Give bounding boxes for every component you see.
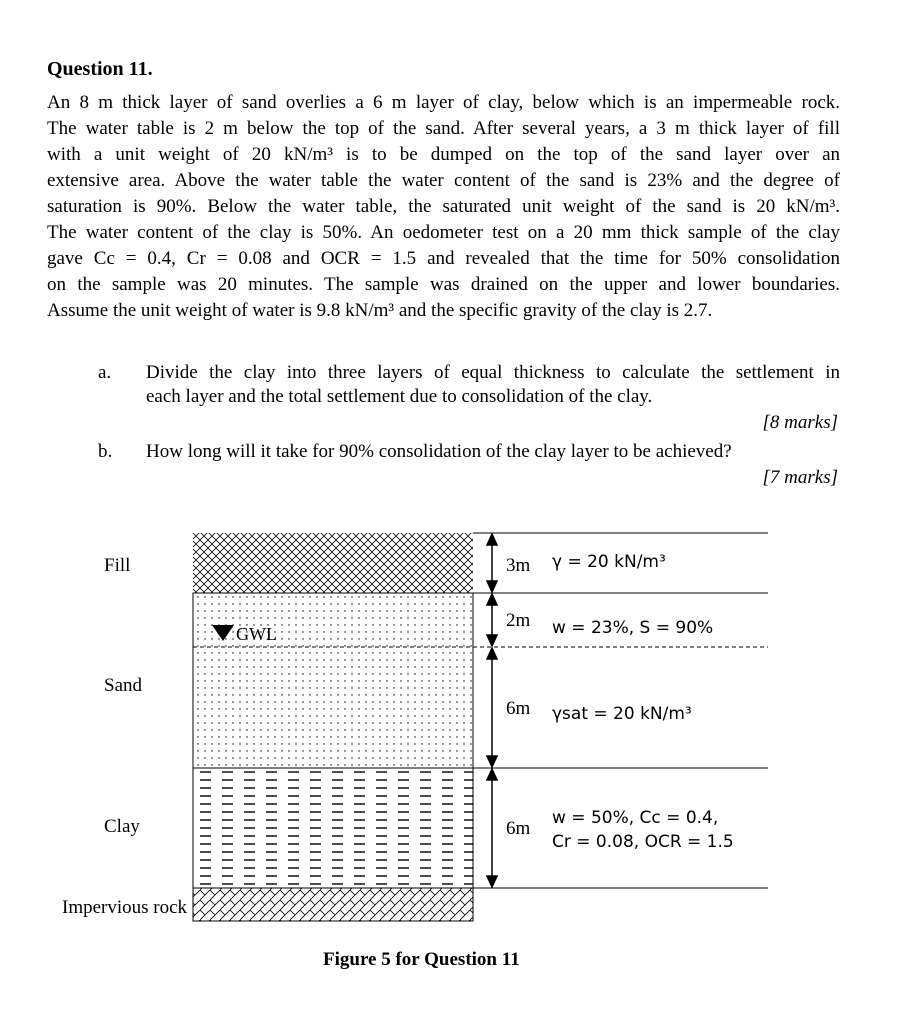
paragraph-line: saturation is 90%. Below the water table, the saturated unit weight of the sand is 20 kN/m³. — [47, 196, 840, 217]
sand-moisture: w = 23%, S = 90% — [552, 618, 714, 638]
fill-unit-weight: γ = 20 kN/m³ — [552, 552, 666, 572]
paragraph-line: gave Cc = 0.4, Cr = 0.08 and OCR = 1.5 and revealed that the time for 50% consolidation — [47, 248, 840, 269]
clay-props-2: Cr = 0.08, OCR = 1.5 — [552, 832, 734, 852]
clay-props-1: w = 50%, Cc = 0.4, — [552, 808, 719, 828]
paragraph-line: Assume the unit weight of water is 9.8 kN/m³ and the specific gravity of the clay is 2.7. — [47, 300, 713, 321]
paragraph-line: The water content of the clay is 50%. An oedometer test on a 20 mm thick sample of the clay — [47, 222, 840, 243]
part-b-letter: b. — [98, 441, 113, 462]
clay-thickness: 6m — [506, 818, 531, 839]
rock-layer — [193, 888, 473, 921]
paragraph-line: on the sample was 20 minutes. The sample was drained on the upper and lower boundaries. — [47, 274, 840, 295]
sand-label: Sand — [104, 675, 142, 696]
rock-label: Impervious rock — [62, 897, 188, 918]
fill-layer — [193, 533, 473, 593]
part-a-letter: a. — [98, 362, 112, 383]
question-title: Question 11. — [47, 58, 153, 80]
part-a-line: each layer and the total settlement due to consolidation of the clay. — [146, 386, 653, 407]
sand-sat-weight: γsat = 20 kN/m³ — [552, 704, 692, 724]
part-b-line: How long will it take for 90% consolidation of the clay layer to be achieved? — [146, 441, 732, 462]
paragraph-line: extensive area. Above the water table the water content of the sand is 23% and the degree of — [47, 170, 840, 191]
sand-dry-thickness: 2m — [506, 610, 531, 631]
clay-layer — [193, 768, 473, 888]
paragraph-line: An 8 m thick layer of sand overlies a 6 m layer of clay, below which is an impermeable rock. — [47, 92, 840, 113]
fill-label: Fill — [104, 555, 131, 576]
figure-caption: Figure 5 for Question 11 — [323, 949, 520, 970]
sand-sat-thickness: 6m — [506, 698, 531, 719]
part-a-line: Divide the clay into three layers of equal thickness to calculate the settlement in — [146, 362, 840, 383]
sand-layer — [193, 593, 473, 768]
fill-thickness: 3m — [506, 555, 531, 576]
part-b-marks: [7 marks] — [762, 467, 838, 488]
part-a-marks: [8 marks] — [762, 412, 838, 433]
gwl-label: GWL — [236, 624, 277, 644]
paragraph-line: with a unit weight of 20 kN/m³ is to be dumped on the top of the sand layer over an — [47, 144, 840, 165]
dimension-arrows — [487, 534, 497, 887]
paragraph-line: The water table is 2 m below the top of the sand. After several years, a 3 m thick layer of fill — [47, 118, 840, 139]
clay-label: Clay — [104, 816, 140, 837]
